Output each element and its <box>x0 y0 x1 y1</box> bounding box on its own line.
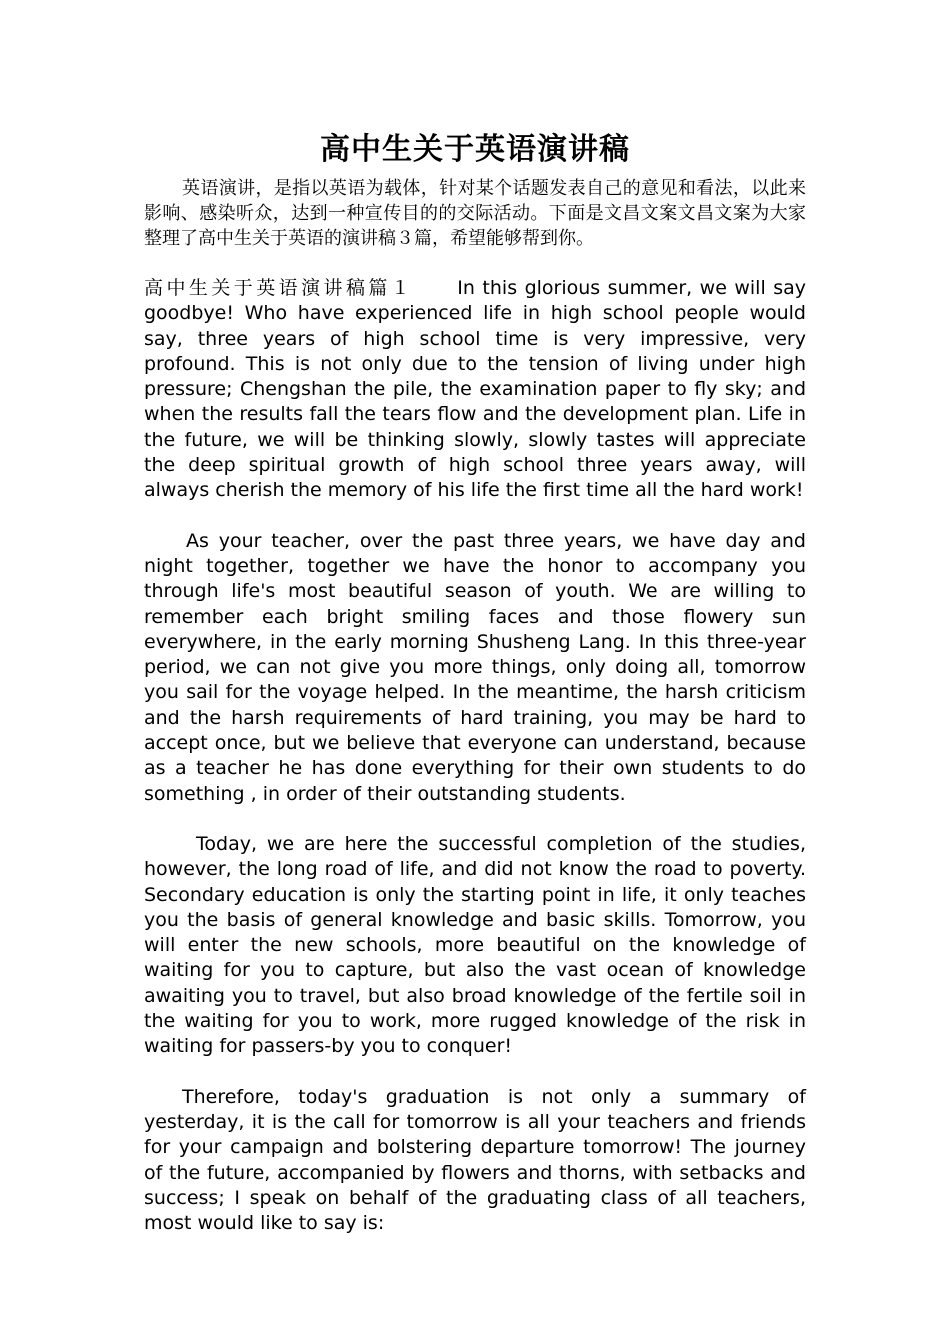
body-paragraph-3: Today, we are here the successful completion of the studies, however, the long road of life, and did not know the road to poverty. Secondary education is only the starting point in life, it only teaches you the basis of general knowledge and basic skills. Tomorrow, you will enter the new schools, more beautiful on the knowledge of waiting for you to capture, but also the vast ocean of knowledge awaiting you to travel, but also broad knowledge of the fertile soil in the waiting for you to work, more rugged knowledge of the risk in waiting for passers-by you to conquer! <box>144 832 806 1058</box>
intro-paragraph: 英语演讲，是指以英语为载体，针对某个话题发表自己的意见和看法，以此来影响、感染听众，达到一种宣传目的的交际活动。下面是文昌文案文昌文案为大家整理了高中生关于英语的演讲稿３篇，希望能够帮到你。 <box>144 178 806 249</box>
document-title: 高中生关于英语演讲稿 <box>320 132 630 167</box>
spacer <box>144 251 806 276</box>
spacer <box>144 504 806 529</box>
spacer <box>144 807 806 832</box>
body-paragraph-4: Therefore, today's graduation is not only a summary of yesterday, it is the call for tomorrow is all your teachers and friends for your campaign and bolstering departure tomorrow! The journey of the future, accompanied by flowers and thorns, with setbacks and success; I speak on behalf of the graduating class of all teachers, most would like to say is: <box>144 1085 806 1235</box>
document-page <box>144 128 806 1236</box>
paragraph-text: In this glorious summer, we will say goodbye! Who have experienced life in high school people would say, three years of high school time is very impressive, very profound. This is not only due to the tension of living under high pressure; Chengshan the pile, the examination paper to fly sky; and when the results fall the tears flow and the development plan. Life in the future, we will be thinking slowly, slowly tastes will appreciate the deep spiritual growth of high school three years away, will always cherish the memory of his life the first time all the hard work! <box>144 277 806 502</box>
section-heading: 高中生关于英语演讲稿篇１ <box>144 277 414 299</box>
spacer <box>144 1060 806 1085</box>
body-paragraph-1 <box>144 276 806 504</box>
body-paragraph-2: As your teacher, over the past three years, we have day and night together, together we have the honor to accompany you through life's most beautiful season of youth. We are willing to remember each bright smiling faces and those flowery sun everywhere, in the early morning Shusheng Lang. In this three-year period, we can not give you more things, only doing all, tomorrow you sail for the voyage helped. In the meantime, the harsh criticism and the harsh requirements of hard training, you may be hard to accept once, but we believe that everyone can understand, because as a teacher he has done everything for their own students to do something , in order of their outstanding students. <box>144 529 806 805</box>
